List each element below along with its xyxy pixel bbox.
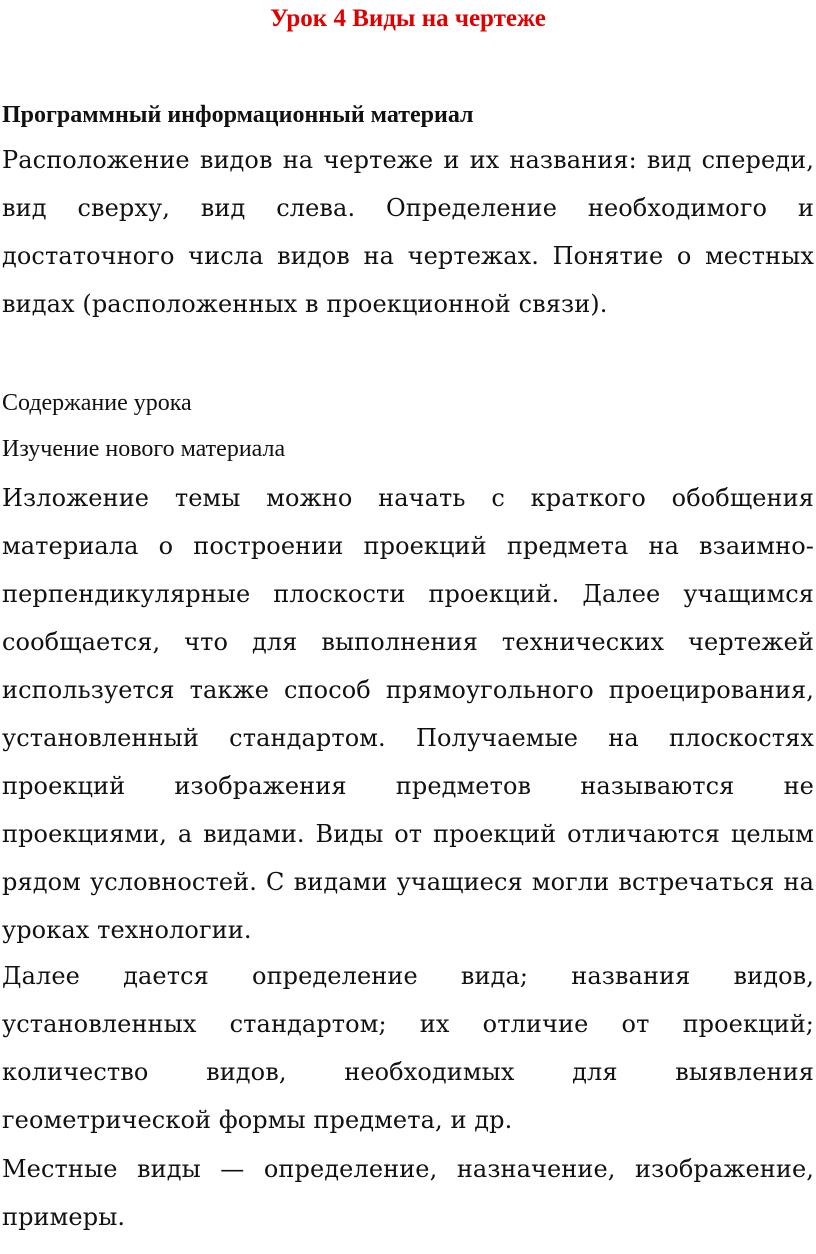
paragraph-intro: Изложение темы можно начать с краткого обобщения материала о построении проекций предмета на взаимно-перпендикулярные плоскости проекций. Далее учащимся сообщается, что для выполнения технических чертежей используется также способ прямоугольного проецирования, установленный стандартом. Получаемые на плоскостях проекций изображения предметов называются не проекциями, а видами. Виды от проекций отличаются целым рядом условностей. С видами учащиеся могли встречаться на уроках технологии.: [2, 484, 814, 944]
program-text: Расположение видов на чертеже и их названия: вид спереди, вид сверху, вид слева. Определение необходимого и достаточного числа видов на чертежах. Понятие о местных видах (расположенных в проекционной связи).: [2, 146, 814, 318]
study-heading: Изучение нового материала: [2, 436, 286, 462]
paragraph-definition: Далее дается определение вида; названия видов, установленных стандартом; их отличие от проекций; количество видов, необходимых для выявления геометрической формы предмета, и др.: [2, 962, 814, 1134]
paragraph-local-views: Местные виды — определение, назначение, изображение, примеры.: [2, 1155, 814, 1231]
content-heading: Содержание урока: [2, 390, 192, 416]
lesson-title: Урок 4 Виды на чертеже: [270, 5, 546, 32]
program-heading: Программный информационный материал: [2, 102, 474, 128]
